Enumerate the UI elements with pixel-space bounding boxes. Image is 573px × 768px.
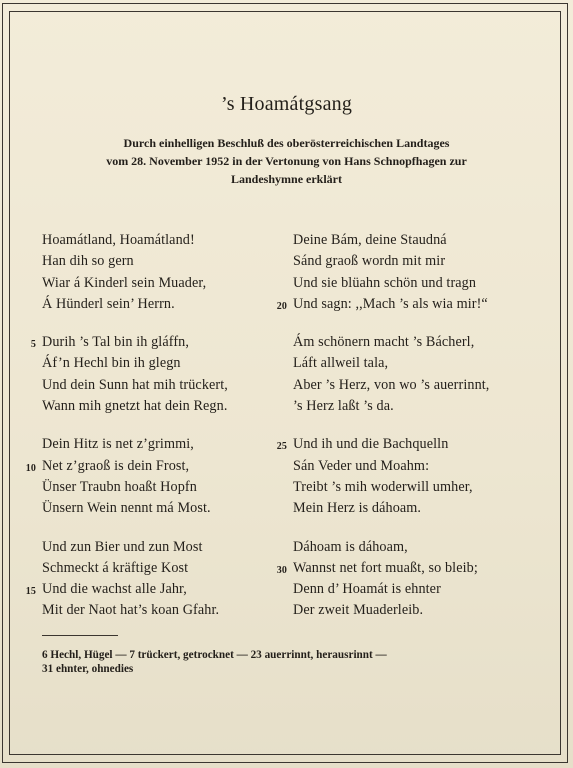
verse-text: Schmeckt á kräftige Kost bbox=[42, 559, 189, 576]
verse-text: Sánd graoß wordn mit mir bbox=[293, 253, 446, 270]
stanza bbox=[276, 434, 538, 519]
verse-line bbox=[293, 396, 538, 417]
stanza bbox=[276, 537, 538, 622]
verse-line bbox=[42, 498, 287, 519]
verse-text: Han dih so gern bbox=[42, 253, 134, 270]
subtitle-line: Durch einhelligen Beschluß des oberösterreichischen Landtages bbox=[123, 136, 450, 150]
verse-line bbox=[42, 251, 287, 272]
stanza bbox=[276, 230, 538, 315]
verse-text: Ünsern Wein nennt má Most. bbox=[42, 500, 211, 517]
verse-text: Dein Hitz is net z’grimmi, bbox=[42, 436, 194, 453]
verse-line bbox=[42, 537, 287, 558]
verse-line bbox=[42, 477, 287, 498]
stanza bbox=[30, 332, 287, 417]
verse-line bbox=[293, 273, 538, 294]
line-number: 5 bbox=[30, 339, 36, 351]
verse-line bbox=[293, 332, 538, 353]
verse-line bbox=[293, 579, 538, 600]
verse-line bbox=[42, 294, 287, 315]
verse-line bbox=[42, 353, 287, 374]
footnote-line: 6 Hechl, Hügel — 7 trückert, getrocknet — 23 auerrinnt, herausrinnt — bbox=[42, 649, 387, 661]
verse-text: Hoamátland, Hoamátland! bbox=[42, 232, 195, 248]
line-number: 20 bbox=[276, 300, 287, 312]
verse-text: Der zweit Muaderleib. bbox=[293, 602, 424, 619]
verse-text: Á Hünderl sein’ Herrn. bbox=[42, 295, 175, 312]
verse-text: Mein Herz is dáhoam. bbox=[293, 500, 422, 517]
subtitle-line: vom 28. November 1952 in der Vertonung von Hans Schnopfhagen zur bbox=[106, 154, 467, 168]
subtitle-line: Landeshymne erklärt bbox=[231, 172, 342, 186]
verse-text: Deine Bám, deine Staudná bbox=[293, 232, 447, 248]
right-column bbox=[276, 230, 538, 622]
verse-line bbox=[293, 600, 538, 621]
stanza bbox=[42, 230, 287, 315]
verse-line bbox=[293, 498, 538, 519]
verse-line bbox=[293, 477, 538, 498]
verse-text: Und dein Sunn hat mih trückert, bbox=[42, 376, 228, 393]
verse-text: Ám schönern macht ’s Bácherl, bbox=[293, 334, 475, 351]
verse-line bbox=[42, 396, 287, 417]
verse-line bbox=[42, 273, 287, 294]
verse-line bbox=[276, 434, 538, 455]
verse-text: Und die wachst alle Jahr, bbox=[42, 581, 187, 598]
footnote-line: 31 ehnter, ohnedies bbox=[42, 663, 134, 675]
left-column bbox=[25, 230, 287, 622]
verse-text: Sán Veder und Moahm: bbox=[293, 457, 430, 474]
verse-text: Láft allweil tala, bbox=[293, 355, 389, 372]
verse-text: Und ih und die Bachquelln bbox=[293, 436, 449, 453]
verse-line bbox=[293, 353, 538, 374]
verse-text: ’s Herz laßt ’s da. bbox=[293, 398, 394, 415]
verse-text: Mit der Naot hat’s koan Gfahr. bbox=[42, 602, 220, 619]
footnote bbox=[42, 648, 492, 676]
verse-text: Durih ’s Tal bin ih gláffn, bbox=[42, 334, 189, 351]
verse-text: Treibt ’s mih woderwill umher, bbox=[293, 478, 473, 495]
verse-text: Wiar á Kinderl sein Muader, bbox=[42, 274, 207, 291]
line-number: 25 bbox=[276, 441, 287, 453]
verse-text: Dáhoam is dáhoam, bbox=[293, 538, 408, 555]
verse-text: Wannst net fort muaßt, so bleib; bbox=[293, 559, 478, 576]
verse-line bbox=[42, 558, 287, 579]
verse-line bbox=[25, 579, 287, 600]
verse-text: Und zun Bier und zun Most bbox=[42, 538, 203, 555]
line-number: 30 bbox=[276, 564, 287, 576]
line-number: 15 bbox=[25, 586, 36, 598]
stanza bbox=[25, 537, 287, 622]
verse-text: Aber ’s Herz, von wo ’s auerrinnt, bbox=[293, 376, 490, 393]
verse-line bbox=[276, 294, 538, 315]
verse-text: Ünser Traubn hoaßt Hopfn bbox=[42, 478, 197, 495]
verse-line bbox=[42, 434, 287, 455]
verse-line bbox=[42, 375, 287, 396]
footnote-divider bbox=[42, 635, 118, 636]
verse-text: Und sagn: ,,Mach ’s als wia mir!“ bbox=[293, 295, 488, 312]
verse-line bbox=[293, 375, 538, 396]
verse-text: Áf’n Hechl bin ih glegn bbox=[42, 355, 181, 372]
line-number: 10 bbox=[25, 462, 36, 474]
verse-line bbox=[293, 230, 538, 251]
verse-text: Und sie blüahn schön und tragn bbox=[293, 274, 477, 291]
verse-line bbox=[30, 332, 287, 353]
stanza bbox=[25, 434, 287, 519]
verse-line bbox=[293, 251, 538, 272]
verse-text: Net z’graoß is dein Frost, bbox=[42, 457, 190, 474]
verse-line bbox=[42, 230, 287, 251]
verse-line bbox=[276, 558, 538, 579]
verse-line bbox=[293, 456, 538, 477]
verse-text: Wann mih gnetzt hat dein Regn. bbox=[42, 398, 228, 415]
poem-title: ’s Hoamátgsang bbox=[220, 93, 353, 115]
verse-line bbox=[25, 456, 287, 477]
stanza bbox=[293, 332, 538, 417]
verse-line bbox=[42, 600, 287, 621]
verse-text: Denn d’ Hoamát is ehnter bbox=[293, 581, 441, 598]
poem-subtitle bbox=[60, 134, 513, 188]
verse-line bbox=[293, 537, 538, 558]
